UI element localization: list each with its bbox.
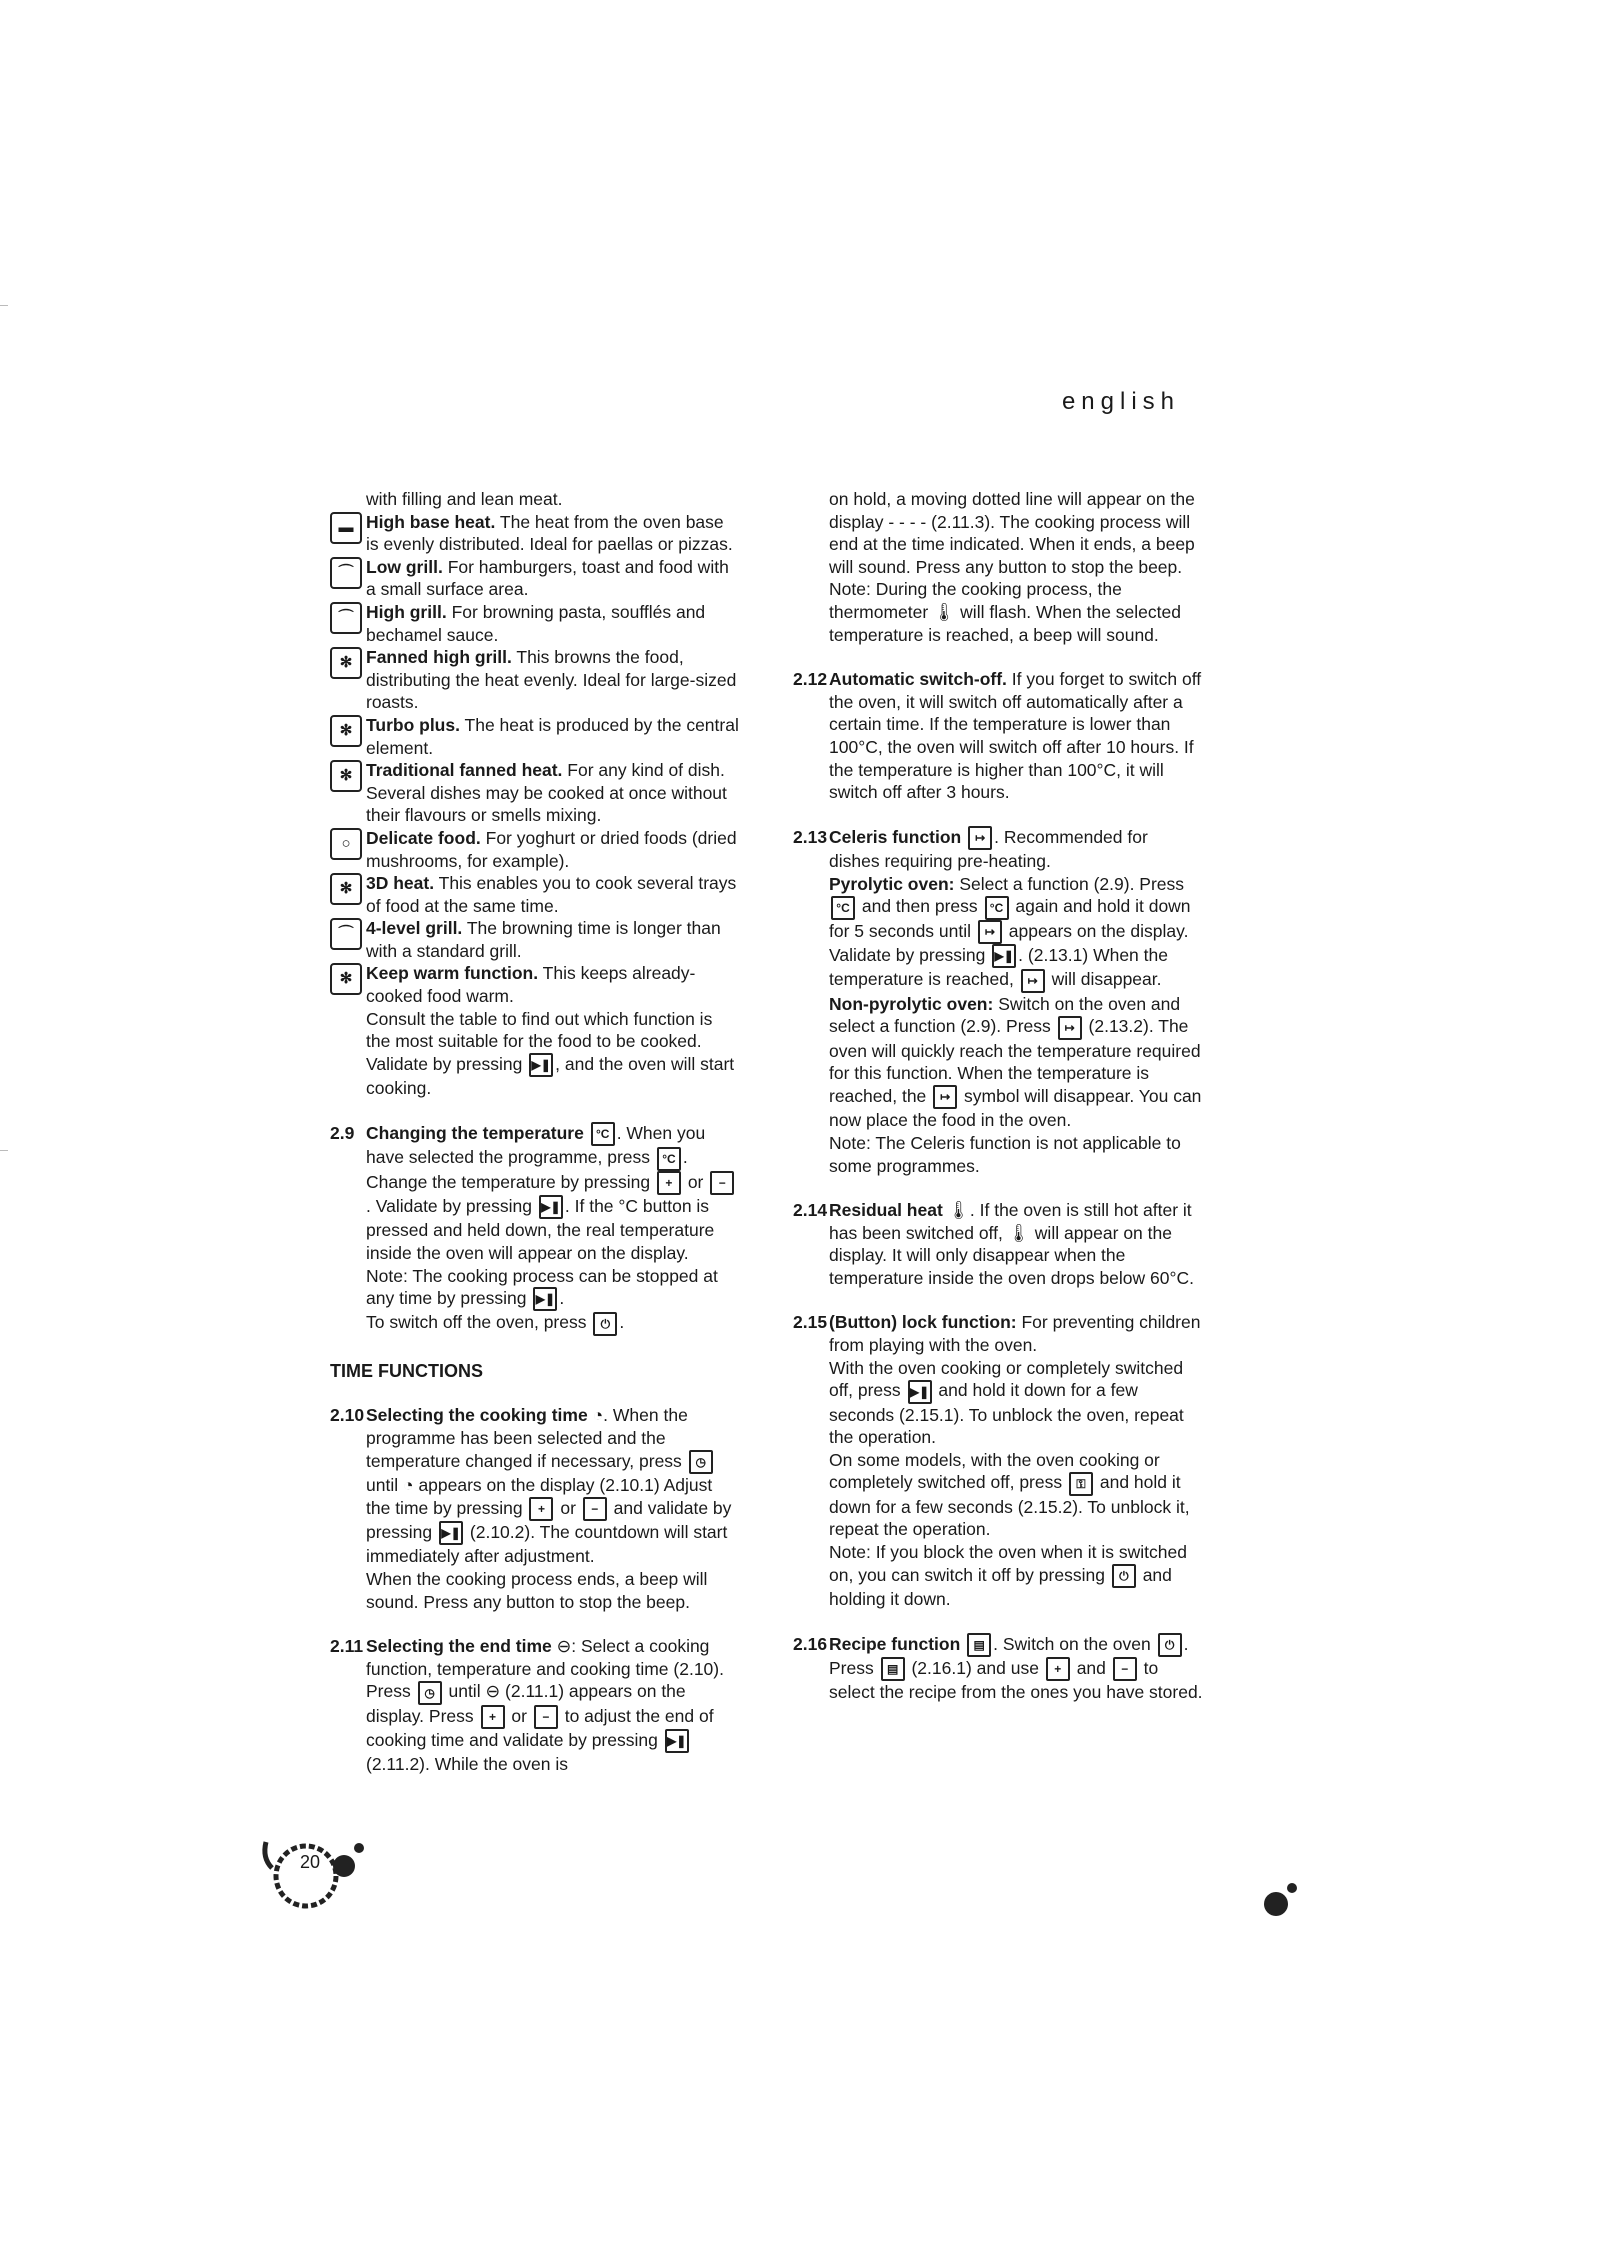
section-2-16: 2.16 Recipe function ▤ . Switch on the oven ⏻ . Press ▤ (2.16.1) and use + and − to select the recipe from the ones you have stored. xyxy=(793,1633,1203,1703)
function-title: Keep warm function. xyxy=(366,963,539,984)
minus-button-icon: − xyxy=(1113,1657,1137,1681)
temperature-button-icon: °C xyxy=(591,1122,615,1146)
celeris-button-icon: ↦ xyxy=(1058,1016,1082,1040)
plus-button-icon: + xyxy=(529,1497,553,1521)
function-description: This browns the food, distributing the heat evenly. Ideal for large-sized roasts. xyxy=(366,647,737,713)
decorative-bubbles-icon xyxy=(1260,1880,1300,1920)
oven-function-item xyxy=(330,759,740,827)
oven-function-item xyxy=(330,601,740,646)
end-time-continued: on hold, a moving dotted line will appear on the display - - - - (2.11.3). The cooking process will end at the time indicated. When it ends, a beep will sound. Press any button to stop the beep. Note: During the cooking process, the thermometer 🌡 will flash. When the selected temperature is reached, a beep will sound. xyxy=(829,489,1195,645)
celeris-button-icon: ↦ xyxy=(978,920,1002,944)
residual-heat-icon: 🌡 xyxy=(947,1200,970,1221)
temperature-button-icon: °C xyxy=(985,896,1009,920)
plus-button-icon: + xyxy=(481,1705,505,1729)
function-title: 3D heat. xyxy=(366,873,435,894)
oven-function-item xyxy=(330,511,740,556)
power-button-icon: ⏻ xyxy=(593,1312,617,1336)
section-2-14: 2.14 Residual heat 🌡. If the oven is still hot after it has been switched off, 🌡 will appear on the display. It will only disappear when the temperature inside the oven drops below 60°C. xyxy=(793,1200,1194,1288)
start-pause-button-icon: ▶❚ xyxy=(908,1380,932,1404)
minus-button-icon: − xyxy=(534,1705,558,1729)
function-title: 4-level grill. xyxy=(366,918,463,939)
function-description: For browning pasta, soufflés and bechamel sauce. xyxy=(366,601,706,645)
start-pause-button-icon: ▶❚ xyxy=(533,1287,557,1311)
end-time-icon: ⊖ xyxy=(556,1636,572,1657)
start-pause-button-icon: ▶❚ xyxy=(439,1521,463,1545)
low-grill-icon: ⌒ xyxy=(330,557,362,589)
high-grill-icon: ⌒ xyxy=(330,602,362,634)
clock-icon: ◔ xyxy=(592,1405,604,1426)
recipe-button-icon: ▤ xyxy=(967,1633,991,1657)
dotted-line-icon: - - - - xyxy=(888,511,927,532)
left-column xyxy=(330,488,740,1776)
clock-icon: ◔ xyxy=(402,1475,414,1495)
page-number: 20 xyxy=(299,1852,321,1872)
traditional-fanned-heat-icon: ✻ xyxy=(330,760,362,792)
4-level-grill-icon: ⌒ xyxy=(330,918,362,950)
margin-mark xyxy=(0,305,8,306)
minus-button-icon: − xyxy=(710,1171,734,1195)
3d-heat-icon: ✻ xyxy=(330,873,362,905)
celeris-button-icon: ↦ xyxy=(933,1085,957,1109)
oven-function-item xyxy=(330,917,740,962)
function-description: The browning time is longer than with a standard grill. xyxy=(366,918,721,961)
function-title: Low grill. xyxy=(366,556,443,577)
fanned-high-grill-icon: ✻ xyxy=(330,647,362,679)
function-title: Delicate food. xyxy=(366,827,481,848)
margin-mark xyxy=(0,1150,8,1151)
section-2-15: 2.15 (Button) lock function: For preventing children from playing with the oven. With the oven cooking or completely switched off, press ▶❚ and hold it down for a few seconds (2.15.1). To unblock the oven, repeat the operation. On some models, with the oven cooking or completely switched off, press ⚿ and hold it down for a few seconds (2.15.2). To unblock it, repeat the operation. Note: If you block the oven when it is switched on, you can switch it off by pressing ⏻ and holding it down. xyxy=(793,1312,1201,1609)
function-description: For any kind of dish. Several dishes may be cooked at once without their flavours or smells mixing. xyxy=(366,760,727,826)
function-title: Turbo plus. xyxy=(366,714,460,735)
plus-button-icon: + xyxy=(1046,1657,1070,1681)
delicate-food-icon: ○ xyxy=(330,828,362,860)
time-functions-heading: TIME FUNCTIONS xyxy=(330,1360,483,1381)
function-description: The heat is produced by the central element. xyxy=(366,714,739,758)
intro-text: with filling and lean meat. xyxy=(366,489,563,509)
function-title: Fanned high grill. xyxy=(366,647,512,668)
start-pause-button-icon: ▶❚ xyxy=(539,1195,563,1219)
power-button-icon: ⏻ xyxy=(1158,1633,1182,1657)
timer-button-icon: ◷ xyxy=(689,1450,713,1474)
oven-functions-list xyxy=(330,511,740,1008)
end-time-icon: ⊖ xyxy=(485,1681,501,1702)
function-description: For yoghurt or dried foods (dried mushrooms, for example). xyxy=(366,827,737,871)
oven-function-item xyxy=(330,556,740,601)
turbo-plus-icon: ✻ xyxy=(330,715,362,747)
section-2-12: 2.12 Automatic switch-off. If you forget to switch off the oven, it will switch off automatically after a certain time. If the temperature is lower than 100°C, the oven will switch off after 10 hours. If the temperature is higher than 100°C, it will switch off after 3 hours. xyxy=(793,669,1202,803)
function-description: For hamburgers, toast and food with a small surface area. xyxy=(366,556,729,600)
function-title: High grill. xyxy=(366,601,447,622)
residual-heat-icon: 🌡 xyxy=(1007,1222,1030,1243)
oven-function-item xyxy=(330,872,740,917)
recipe-button-icon: ▤ xyxy=(881,1657,905,1681)
section-2-13: 2.13 Celeris function ↦ . Recommended for dishes requiring pre-heating. Pyrolytic oven: Select a function (2.9). Press °C and then press °C again and hold it down for 5 seconds until ↦ appears on the display. Validate by pressing ▶❚ . (2.13.1) When the temperature is reached, ↦ will disappear. Non-pyrolytic oven: Switch on the oven and select a function (2.9). Press ↦ (2.13.2). The oven will quickly reach the temperature required for this function. When the temperature is reached, the ↦ symbol will disappear. You can now place the food in the oven. Note: The Celeris function is not applicable to some programmes. xyxy=(793,826,1202,1176)
language-label: english xyxy=(1061,388,1180,415)
plus-button-icon: + xyxy=(657,1171,681,1195)
function-title: Traditional fanned heat. xyxy=(366,760,563,781)
temperature-button-icon: °C xyxy=(831,896,855,920)
keep-warm-icon: ✻ xyxy=(330,963,362,995)
temperature-button-icon: °C xyxy=(657,1147,681,1171)
oven-function-item xyxy=(330,827,740,872)
power-button-icon: ⏻ xyxy=(1112,1564,1136,1588)
oven-function-item xyxy=(330,714,740,759)
section-2-10: 2.10 Selecting the cooking time ◔. When the programme has been selected and the temperature changed if necessary, press ◷ until ◔ appears on the display (2.10.1) Adjust the time by pressing + or − and validate by pressing ▶❚ (2.10.2). The countdown will start immediately after adjustment. When the cooking process ends, a beep will sound. Press any button to stop the beep. xyxy=(330,1405,732,1612)
function-description: The heat from the oven base is evenly distributed. Ideal for paellas or pizzas. xyxy=(366,511,733,555)
celeris-button-icon: ↦ xyxy=(968,826,992,850)
consult-text: Consult the table to find out which function is the most suitable for the food to be cooked. Validate by pressing ▶❚ , and the oven will start cooking. xyxy=(366,1008,735,1099)
timer-button-icon: ◷ xyxy=(418,1681,442,1705)
key-lock-button-icon: ⚿ xyxy=(1069,1472,1093,1496)
oven-function-item xyxy=(330,962,740,1007)
start-pause-button-icon: ▶❚ xyxy=(665,1729,689,1753)
thermometer-icon: 🌡 xyxy=(933,601,956,622)
function-description: This enables you to cook several trays of food at the same time. xyxy=(366,873,737,916)
start-pause-button-icon: ▶❚ xyxy=(992,944,1016,968)
function-description: This keeps already-cooked food warm. xyxy=(366,963,696,1007)
section-2-9: 2.9 Changing the temperature °C . When you have selected the programme, press °C . Change the temperature by pressing + or −. Validate by pressing ▶❚ . If the °C button is pressed and held down, the real temperature inside the oven will appear on the display. Note: The cooking process can be stopped at any time by pressing ▶❚ . To switch off the oven, press ⏻ . xyxy=(330,1122,740,1336)
oven-function-item xyxy=(330,646,740,714)
celeris-button-icon: ↦ xyxy=(1021,969,1045,993)
minus-button-icon: − xyxy=(583,1497,607,1521)
start-pause-button-icon: ▶❚ xyxy=(529,1053,553,1077)
section-2-11: 2.11 Selecting the end time ⊖: Select a cooking function, temperature and cooking time (2.10). Press ◷ until ⊖ (2.11.1) appears on the display. Press + or − to adjust the end of cooking time and validate by pressing ▶❚ (2.11.2). While the oven is xyxy=(330,1636,724,1775)
right-column xyxy=(793,488,1203,1704)
high-base-heat-icon: ▬ xyxy=(330,512,362,544)
function-title: High base heat. xyxy=(366,511,496,532)
page-number-bubbles-icon xyxy=(258,1818,368,1928)
